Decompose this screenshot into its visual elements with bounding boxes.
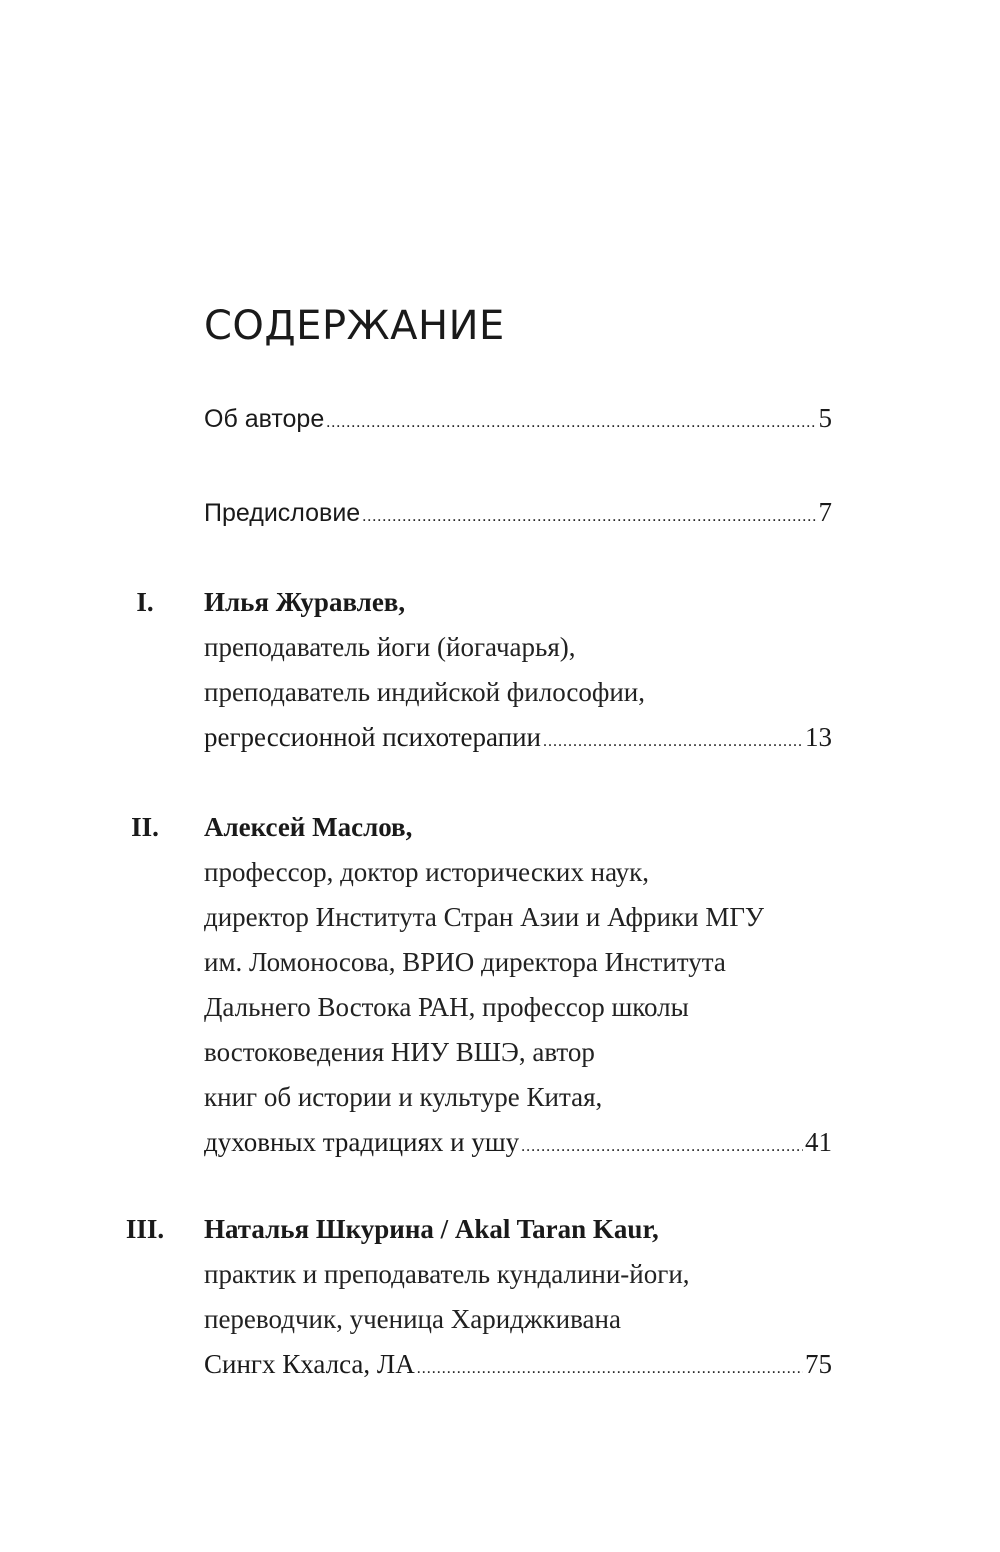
chapter-description-line: преподаватель индийской философии, xyxy=(204,677,646,707)
chapter-last-line xyxy=(204,1342,832,1387)
chapter-description-line: преподаватель йоги (йогачарья), xyxy=(204,632,576,662)
page-title: СОДЕРЖАНИЕ xyxy=(204,303,505,349)
chapter-numeral: II. xyxy=(131,812,159,842)
chapter-description-line: регрессионной психотерапии xyxy=(204,722,541,752)
toc-entry-about-author[interactable] xyxy=(204,396,832,441)
chapter-description-line: Дальнего Востока РАН, профессор школы xyxy=(204,992,689,1022)
dot-leader xyxy=(417,1346,803,1391)
toc-page-number: 5 xyxy=(818,403,832,433)
chapter-description-line: книг об истории и культуре Китая, xyxy=(204,1082,603,1112)
chapter-author: Наталья Шкурина / Akal Taran Kaur, xyxy=(204,1214,659,1244)
chapter-last-line xyxy=(204,715,832,760)
toc-page-number: 7 xyxy=(818,497,832,527)
chapter-description-line: востоковедения НИУ ВШЭ, автор xyxy=(204,1037,595,1067)
toc-page-number: 13 xyxy=(805,722,832,752)
chapter-description-line: директор Института Стран Азии и Африки МГУ xyxy=(204,902,765,932)
toc-page-number: 41 xyxy=(805,1127,832,1157)
chapter-numeral: III. xyxy=(125,1214,165,1244)
dot-leader xyxy=(362,494,816,539)
toc-entry-preface[interactable] xyxy=(204,490,832,535)
chapter-last-line xyxy=(204,1120,832,1165)
chapter-description-line: практик и преподаватель кундалини-йоги, xyxy=(204,1259,690,1289)
chapter-description-line: духовных традициях и ушу xyxy=(204,1127,520,1157)
dot-leader xyxy=(326,400,816,445)
chapter-description-line: переводчик, ученица Хариджкивана xyxy=(204,1304,621,1334)
chapter-numeral: I. xyxy=(136,587,154,617)
toc-entry-label: Об авторе xyxy=(204,405,325,433)
chapter-description-line: им. Ломоносова, ВРИО директора Института xyxy=(204,947,726,977)
toc-page-number: 75 xyxy=(805,1349,832,1379)
chapter-description-line: профессор, доктор исторических наук, xyxy=(204,857,650,887)
toc-entry-label: Предисловие xyxy=(204,499,361,527)
dot-leader xyxy=(543,719,803,764)
dot-leader xyxy=(521,1124,803,1169)
chapter-description-line: Сингх Кхалса, ЛА xyxy=(204,1349,415,1379)
chapter-author: Илья Журавлев, xyxy=(204,587,406,617)
chapter-author: Алексей Маслов, xyxy=(204,812,413,842)
